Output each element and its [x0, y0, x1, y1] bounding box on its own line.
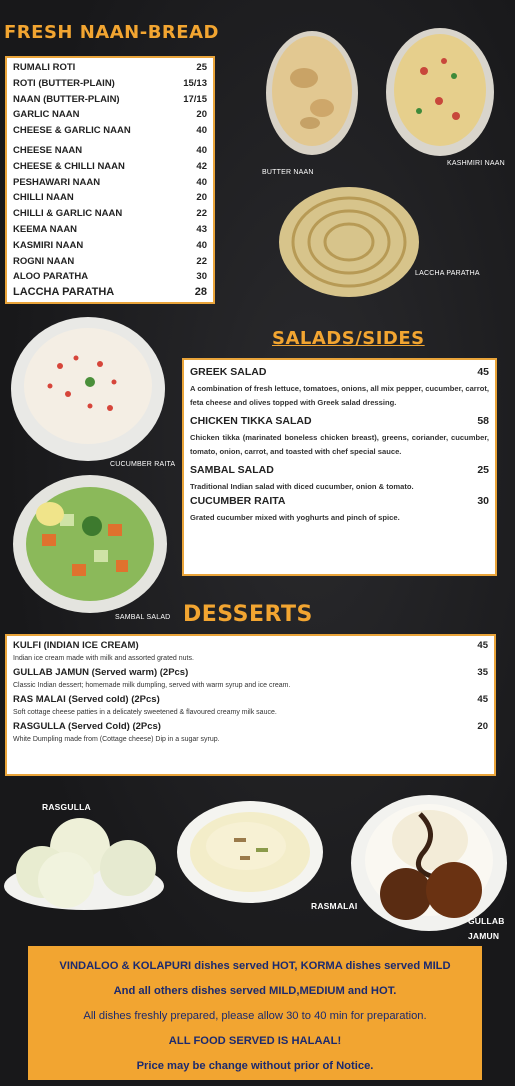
menu-row	[13, 92, 207, 108]
item-price: 28	[194, 286, 207, 299]
cucumber-raita-photo	[10, 316, 166, 462]
menu-item	[13, 640, 488, 662]
item-price: 35	[477, 667, 488, 678]
menu-row	[13, 123, 207, 139]
item-price: 43	[196, 223, 207, 235]
item-name: GREEK SALAD	[190, 366, 267, 378]
menu-row	[13, 206, 207, 222]
item-description: Chicken tikka (marinated boneless chicken breast), greens, coriander, cucumber, tomato, onion, carrot, and toasted with chef special sauce.	[190, 433, 489, 456]
menu-row	[13, 254, 207, 270]
butter-naan-caption: BUTTER NAAN	[262, 169, 314, 176]
menu-item	[190, 366, 489, 410]
rasgulla-photo	[2, 814, 166, 912]
item-name: KEEMA NAAN	[13, 223, 78, 235]
item-name: RASGULLA (Served Cold) (2Pcs)	[13, 721, 161, 732]
gullab-jamun-photo	[350, 794, 508, 932]
menu-row	[13, 76, 207, 92]
item-price: 22	[196, 255, 207, 267]
kashmiri-naan-caption: KASHMIRI NAAN	[447, 160, 505, 167]
kashmiri-naan-photo	[384, 26, 496, 158]
menu-item	[13, 721, 488, 743]
gullab-caption: GULLAB	[468, 916, 505, 926]
item-name: GULLAB JAMUN (Served warm) (2Pcs)	[13, 667, 189, 678]
rasgulla-caption: RASGULLA	[42, 802, 91, 812]
item-name: GARLIC NAAN	[13, 109, 80, 121]
item-price: 45	[477, 694, 488, 705]
notice-line: And all others dishes served MILD,MEDIUM and HOT.	[113, 985, 397, 997]
menu-item	[190, 464, 489, 494]
item-description: White Dumpling made from (Cottage cheese) Dip in a sugar syrup.	[13, 736, 220, 743]
jamun-caption: JAMUN	[468, 931, 500, 941]
item-name: CHEESE & CHILLI NAAN	[13, 160, 125, 172]
salads-heading: SALADS/SIDES	[272, 328, 425, 349]
menu-row	[13, 238, 207, 254]
item-price: 42	[196, 160, 207, 172]
menu-row	[13, 175, 207, 191]
item-name: ALOO PARATHA	[13, 271, 89, 283]
sambal-salad-caption: SAMBAL SALAD	[115, 614, 171, 621]
menu-row	[13, 107, 207, 123]
sambal-salad-photo	[12, 474, 168, 614]
desserts-heading: DESSERTS	[183, 602, 313, 627]
item-description: Classic Indian dessert; homemade milk dumpling, served with warm syrup and ice cream.	[13, 682, 291, 689]
item-price: 22	[196, 208, 207, 220]
item-price: 40	[196, 125, 207, 137]
item-price: 45	[477, 640, 488, 651]
item-name: CHILLI NAAN	[13, 192, 74, 204]
menu-row	[13, 190, 207, 206]
item-name: RAS MALAI (Served cold) (2Pcs)	[13, 694, 160, 705]
item-name: PESHAWARI NAAN	[13, 176, 101, 188]
item-description: Indian ice cream made with milk and assorted grated nuts.	[13, 655, 194, 662]
item-price: 58	[477, 415, 489, 427]
notice-line: All dishes freshly prepared, please allow 30 to 40 min for preparation.	[83, 1010, 427, 1022]
item-description: Grated cucumber mixed with yoghurts and pinch of spice.	[190, 513, 400, 522]
item-name: NAAN (BUTTER-PLAIN)	[13, 93, 120, 105]
laccha-paratha-caption: LACCHA PARATHA	[415, 270, 480, 277]
item-description: Traditional Indian salad with diced cucumber, onion & tomato.	[190, 482, 414, 491]
menu-row	[13, 159, 207, 175]
notice-box	[28, 946, 482, 1080]
item-price: 30	[196, 271, 207, 283]
item-name: CHEESE & GARLIC NAAN	[13, 125, 131, 137]
notice-line: VINDALOO & KOLAPURI dishes served HOT, KORMA dishes served MILD	[59, 960, 451, 972]
item-name: CHILLI & GARLIC NAAN	[13, 208, 123, 220]
item-price: 40	[196, 239, 207, 251]
menu-row	[13, 269, 207, 285]
item-name: ROGNI NAAN	[13, 255, 75, 267]
item-price: 30	[477, 495, 489, 507]
menu-row	[13, 222, 207, 238]
menu-item	[190, 495, 489, 525]
notice-line: ALL FOOD SERVED IS HALAAL!	[168, 1035, 342, 1047]
item-name: RUMALI ROTI	[13, 62, 76, 73]
butter-naan-photo	[262, 28, 362, 158]
item-name: KASMIRI NAAN	[13, 239, 84, 251]
item-price: 25	[477, 464, 489, 476]
item-price: 17/15	[183, 93, 207, 105]
item-price: 20	[196, 109, 207, 121]
item-name: CUCUMBER RAITA	[190, 495, 286, 507]
item-price: 15/13	[183, 77, 207, 89]
desserts-menu-box	[5, 634, 496, 776]
item-name: LACCHA PARATHA	[13, 286, 115, 299]
item-description: A combination of fresh lettuce, tomatoes, onions, all mix pepper, cucumber, carrot, feta cheese and olives topped with Greek salad dressing.	[190, 384, 489, 407]
rasmalai-photo	[176, 800, 324, 904]
item-name: KULFI (INDIAN ICE CREAM)	[13, 640, 139, 651]
laccha-paratha-photo	[278, 186, 420, 298]
naan-heading: FRESH NAAN-BREAD	[4, 22, 219, 43]
item-name: ROTI (BUTTER-PLAIN)	[13, 77, 115, 89]
menu-item	[13, 667, 488, 689]
item-name: CHICKEN TIKKA SALAD	[190, 415, 312, 427]
menu-row	[13, 285, 207, 301]
item-price: 40	[196, 176, 207, 188]
item-price: 20	[477, 721, 488, 732]
item-price: 40	[196, 144, 207, 156]
menu-item	[190, 415, 489, 459]
notice-line: Price may be change without prior of Notice.	[136, 1060, 374, 1072]
item-name: SAMBAL SALAD	[190, 464, 274, 476]
rasmalai-caption: RASMALAI	[311, 901, 358, 911]
item-price: 45	[477, 366, 489, 378]
menu-row	[13, 60, 207, 76]
item-description: Soft cottage cheese patties in a delicately sweetened & flavoured creamy milk sauce.	[13, 709, 277, 716]
menu-item	[13, 694, 488, 716]
item-price: 20	[196, 192, 207, 204]
naan-menu-box	[5, 56, 215, 304]
cucumber-raita-caption: CUCUMBER RAITA	[110, 461, 176, 468]
menu-row	[13, 143, 207, 159]
item-price: 25	[196, 62, 207, 73]
salads-menu-box	[182, 358, 497, 576]
item-name: CHEESE NAAN	[13, 144, 83, 156]
